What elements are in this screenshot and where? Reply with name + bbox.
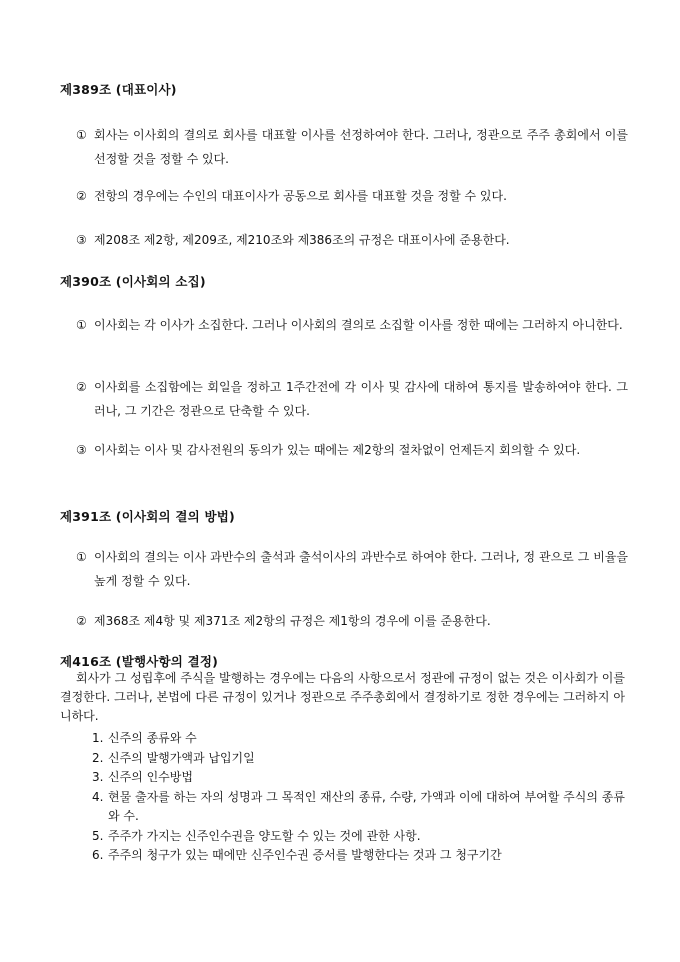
article-391-paragraph-1 <box>76 545 628 593</box>
article-416-item-list <box>92 729 627 866</box>
list-item <box>92 827 627 847</box>
paragraph-number: ③ <box>76 233 87 247</box>
article-389-heading: 제389조 (대표이사) <box>60 82 177 97</box>
list-item <box>92 768 627 788</box>
article-389-paragraph-3 <box>76 228 628 252</box>
item-number: 2. <box>92 750 104 765</box>
article-391-paragraph-2 <box>76 609 628 633</box>
paragraph-number: ① <box>76 550 87 564</box>
item-text: 주주가 가지는 신주인수권을 양도할 수 있는 것에 관한 사항. <box>108 828 421 843</box>
paragraph-number: ① <box>76 318 87 332</box>
paragraph-number: ① <box>76 128 87 142</box>
paragraph-text: 이사회는 각 이사가 소집한다. 그러나 이사회의 결의로 소집할 이사를 정한 때에는 그러하지 아니한다. <box>94 318 623 332</box>
paragraph-number: ② <box>76 189 87 203</box>
paragraph-number: ③ <box>76 443 87 457</box>
article-390-paragraph-2 <box>76 375 628 423</box>
item-text: 신주의 종류와 수 <box>108 731 197 745</box>
item-number: 1. <box>92 731 104 745</box>
item-number: 6. <box>92 848 104 862</box>
paragraph-number: ② <box>76 380 87 394</box>
article-390-paragraph-1 <box>76 313 628 337</box>
article-390-paragraph-3 <box>76 438 628 462</box>
item-number: 5. <box>92 828 104 843</box>
list-item <box>92 729 627 749</box>
paragraph-text: 전항의 경우에는 수인의 대표이사가 공동으로 회사를 대표할 것을 정할 수 있다. <box>94 189 507 203</box>
list-item <box>92 846 627 866</box>
paragraph-text: 회사는 이사회의 결의로 회사를 대표할 이사를 선정하여야 한다. 그러나, 정관으로 주주 총회에서 이를 선정할 것을 정할 수 있다. <box>94 128 628 166</box>
paragraph-text: 이사회는 이사 및 감사전원의 동의가 있는 때에는 제2항의 절차없이 언제든지 회의할 수 있다. <box>94 443 581 457</box>
item-number: 3. <box>92 770 104 784</box>
article-390-heading: 제390조 (이사회의 소집) <box>60 274 206 289</box>
article-391-heading: 제391조 (이사회의 결의 방법) <box>60 509 235 524</box>
paragraph-number: ② <box>76 614 87 628</box>
paragraph-text: 이사회를 소집함에는 회일을 정하고 1주간전에 각 이사 및 감사에 대하여 통지를 발송하여야 한다. 그러나, 그 기간은 정관으로 단축할 수 있다. <box>94 380 628 418</box>
item-number: 4. <box>92 789 104 804</box>
item-text: 신주의 발행가액과 납입기일 <box>108 750 255 765</box>
article-389-paragraph-2 <box>76 184 628 208</box>
item-text: 신주의 인수방법 <box>108 770 193 784</box>
item-text: 주주의 청구가 있는 때에만 신주인수권 증서를 발행한다는 것과 그 청구기간 <box>108 848 502 862</box>
article-416-body: 회사가 그 성립후에 주식을 발행하는 경우에는 다음의 사항으로서 정관에 규정이 없는 것은 이사회가 이를 결정한다. 그러나, 본법에 다른 규정이 있거나 정관으로 주주총회에서 결정하기로 정한 경우에는 그러하지 아니하다. <box>60 671 625 723</box>
paragraph-text: 제208조 제2항, 제209조, 제210조와 제386조의 규정은 대표이사에 준용한다. <box>94 233 510 247</box>
list-item <box>92 788 627 827</box>
list-item <box>92 749 627 769</box>
item-text: 현물 출자를 하는 자의 성명과 그 목적인 재산의 종류, 수량, 가액과 이에 대하여 부여할 주식의 종류와 수. <box>108 789 625 823</box>
article-416-heading: 제416조 (발행사항의 결정) <box>60 654 219 669</box>
paragraph-text: 제368조 제4항 및 제371조 제2항의 규정은 제1항의 경우에 이를 준용한다. <box>94 614 491 628</box>
paragraph-text: 이사회의 결의는 이사 과반수의 출석과 출석이사의 과반수로 하여야 한다. 그러나, 정 관으로 그 비율을 높게 정할 수 있다. <box>94 550 628 588</box>
article-389-paragraph-1 <box>76 123 628 171</box>
